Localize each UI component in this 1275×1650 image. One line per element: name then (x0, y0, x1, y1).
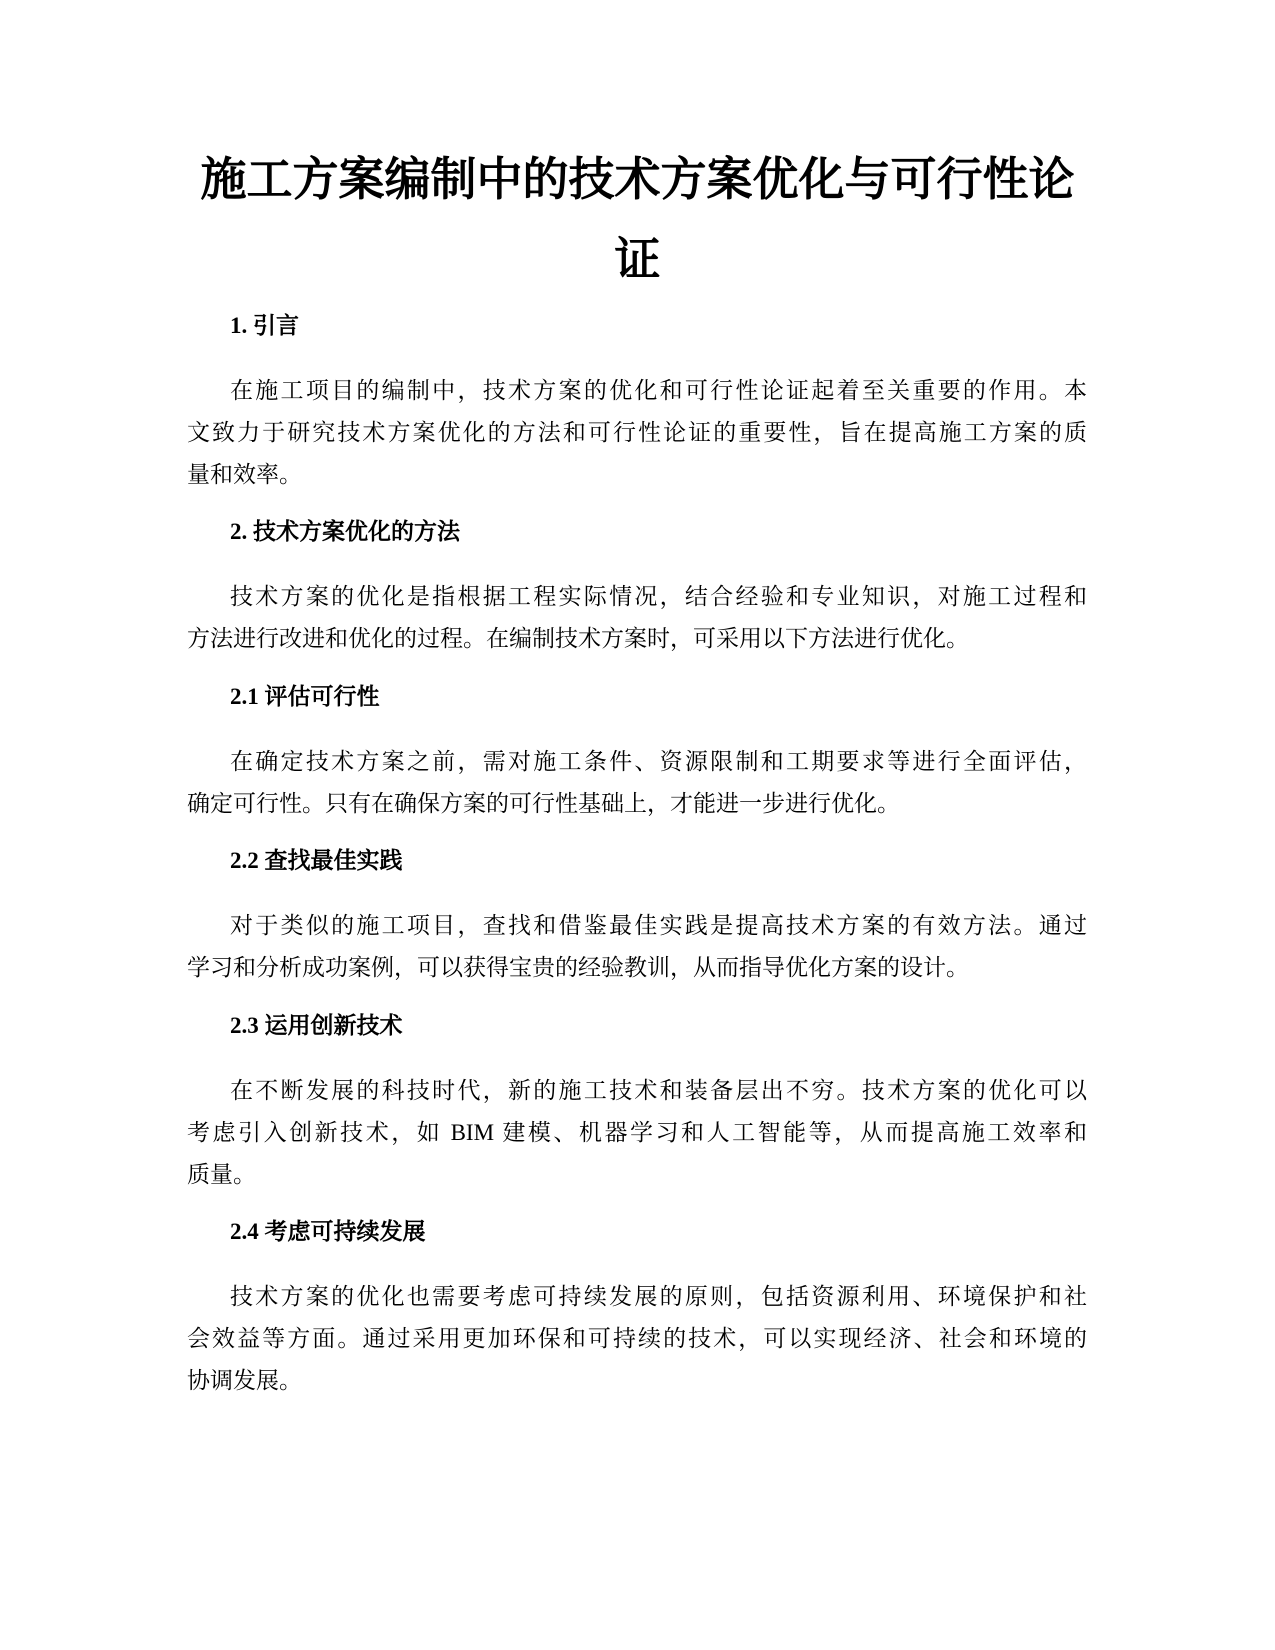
paragraph-line: 考虑引入创新技术，如 BIM 建模、机器学习和人工智能等，从而提高施工效率和 (187, 1120, 1087, 1145)
section-heading-optimization-methods: 2. 技术方案优化的方法 (230, 519, 460, 544)
paragraph-line: 在确定技术方案之前，需对施工条件、资源限制和工期要求等进行全面评估， (230, 749, 1087, 774)
paragraph-introduction (187, 370, 1087, 496)
paragraph-sustainable-development (187, 1276, 1087, 1402)
paragraph-line: 技术方案的优化也需要考虑可持续发展的原则，包括资源利用、环境保护和社 (230, 1284, 1087, 1309)
document-title-line-1: 施工方案编制中的技术方案优化与可行性论 (200, 152, 1075, 206)
paragraph-line: 协调发展。 (187, 1368, 302, 1393)
paragraph-line: 在施工项目的编制中，技术方案的优化和可行性论证起着至关重要的作用。本 (230, 378, 1087, 403)
section-heading-introduction: 1. 引言 (230, 313, 299, 338)
section-heading-best-practices: 2.2 查找最佳实践 (230, 848, 403, 873)
document-title-line-2: 证 (614, 232, 661, 286)
section-heading-sustainable-development: 2.4 考虑可持续发展 (230, 1219, 426, 1244)
paragraph-line: 会效益等方面。通过采用更加环保和可持续的技术，可以实现经济、社会和环境的 (187, 1326, 1087, 1351)
paragraph-best-practices (187, 905, 1087, 989)
paragraph-line: 文致力于研究技术方案优化的方法和可行性论证的重要性，旨在提高施工方案的质 (187, 420, 1087, 445)
section-heading-feasibility-assessment: 2.1 评估可行性 (230, 684, 380, 709)
paragraph-line: 学习和分析成功案例，可以获得宝贵的经验教训，从而指导优化方案的设计。 (187, 955, 969, 980)
paragraph-feasibility-assessment (187, 741, 1087, 825)
paragraph-line: 质量。 (187, 1162, 256, 1187)
section-heading-innovative-technology: 2.3 运用创新技术 (230, 1013, 403, 1038)
paragraph-line: 确定可行性。只有在确保方案的可行性基础上，才能进一步进行优化。 (187, 791, 900, 816)
paragraph-optimization-methods (187, 576, 1087, 660)
paragraph-line: 在不断发展的科技时代，新的施工技术和装备层出不穷。技术方案的优化可以 (230, 1078, 1087, 1103)
paragraph-line: 对于类似的施工项目，查找和借鉴最佳实践是提高技术方案的有效方法。通过 (230, 913, 1087, 938)
paragraph-line: 技术方案的优化是指根据工程实际情况，结合经验和专业知识，对施工过程和 (230, 584, 1087, 609)
paragraph-line: 量和效率。 (187, 462, 302, 487)
paragraph-innovative-technology (187, 1070, 1087, 1196)
paragraph-line: 方法进行改进和优化的过程。在编制技术方案时，可采用以下方法进行优化。 (187, 626, 969, 651)
